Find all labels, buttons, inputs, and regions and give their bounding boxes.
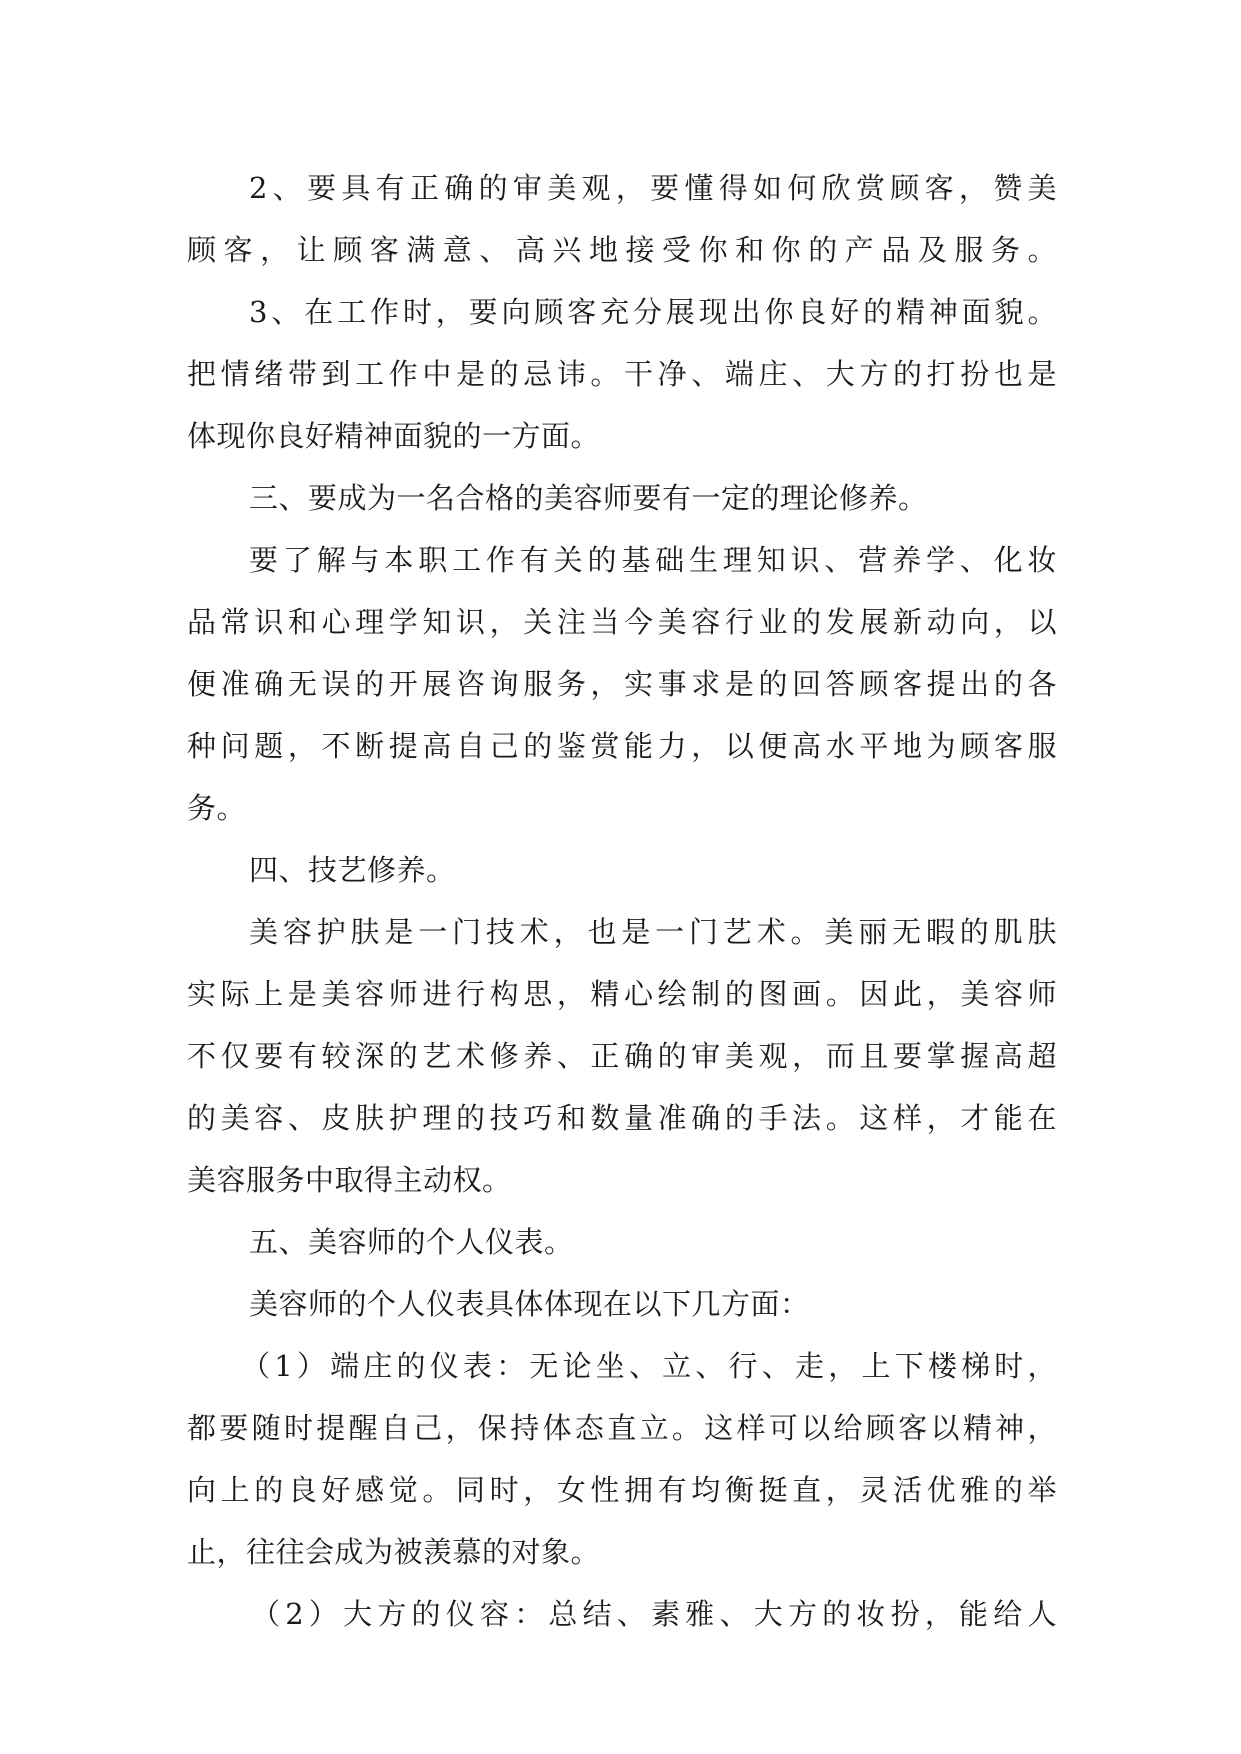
paragraph-line: 体现你良好精神面貌的一方面。 <box>187 419 601 453</box>
paragraph-line: 种问题，不断提高自己的鉴赏能力，以便高水平地为顾客服 <box>187 729 1057 763</box>
paragraph-line: 2、要具有正确的审美观，要懂得如何欣赏顾客，赞美 <box>249 171 1057 205</box>
paragraph-line: （1）端庄的仪表：无论坐、立、行、走，上下楼梯时， <box>241 1349 1057 1383</box>
section-heading: 三、要成为一名合格的美容师要有一定的理论修养。 <box>249 481 928 515</box>
paragraph-line: 美容师的个人仪表具体体现在以下几方面： <box>249 1287 810 1321</box>
paragraph-line: 美容护肤是一门技术，也是一门艺术。美丽无暇的肌肤 <box>249 915 1057 949</box>
paragraph-line: 实际上是美容师进行构思，精心绘制的图画。因此，美容师 <box>187 977 1057 1011</box>
paragraph-line: 的美容、皮肤护理的技巧和数量准确的手法。这样，才能在 <box>187 1101 1057 1135</box>
paragraph-line: 止，往往会成为被羡慕的对象。 <box>187 1535 601 1569</box>
section-heading: 四、技艺修养。 <box>249 853 456 887</box>
paragraph-line: 向上的良好感觉。同时，女性拥有均衡挺直，灵活优雅的举 <box>187 1473 1057 1507</box>
paragraph-line: 都要随时提醒自己，保持体态直立。这样可以给顾客以精神， <box>187 1411 1057 1445</box>
document-body <box>187 157 1057 1645</box>
paragraph-line: 顾客，让顾客满意、高兴地接受你和你的产品及服务。 <box>187 233 1057 267</box>
paragraph-line: 3、在工作时，要向顾客充分展现出你良好的精神面貌。 <box>249 295 1057 329</box>
paragraph-line: 要了解与本职工作有关的基础生理知识、营养学、化妆 <box>249 543 1057 577</box>
paragraph-line: 不仅要有较深的艺术修养、正确的审美观，而且要掌握高超 <box>187 1039 1057 1073</box>
paragraph-line: 便准确无误的开展咨询服务，实事求是的回答顾客提出的各 <box>187 667 1057 701</box>
paragraph-line: 美容服务中取得主动权。 <box>187 1163 512 1197</box>
paragraph-line: （2）大方的仪容：总结、素雅、大方的妆扮，能给人 <box>251 1597 1057 1631</box>
section-heading: 五、美容师的个人仪表。 <box>249 1225 574 1259</box>
paragraph-line: 把情绪带到工作中是的忌讳。干净、端庄、大方的打扮也是 <box>187 357 1057 391</box>
paragraph-line: 品常识和心理学知识，关注当今美容行业的发展新动向，以 <box>187 605 1057 639</box>
paragraph-line: 务。 <box>187 791 247 825</box>
